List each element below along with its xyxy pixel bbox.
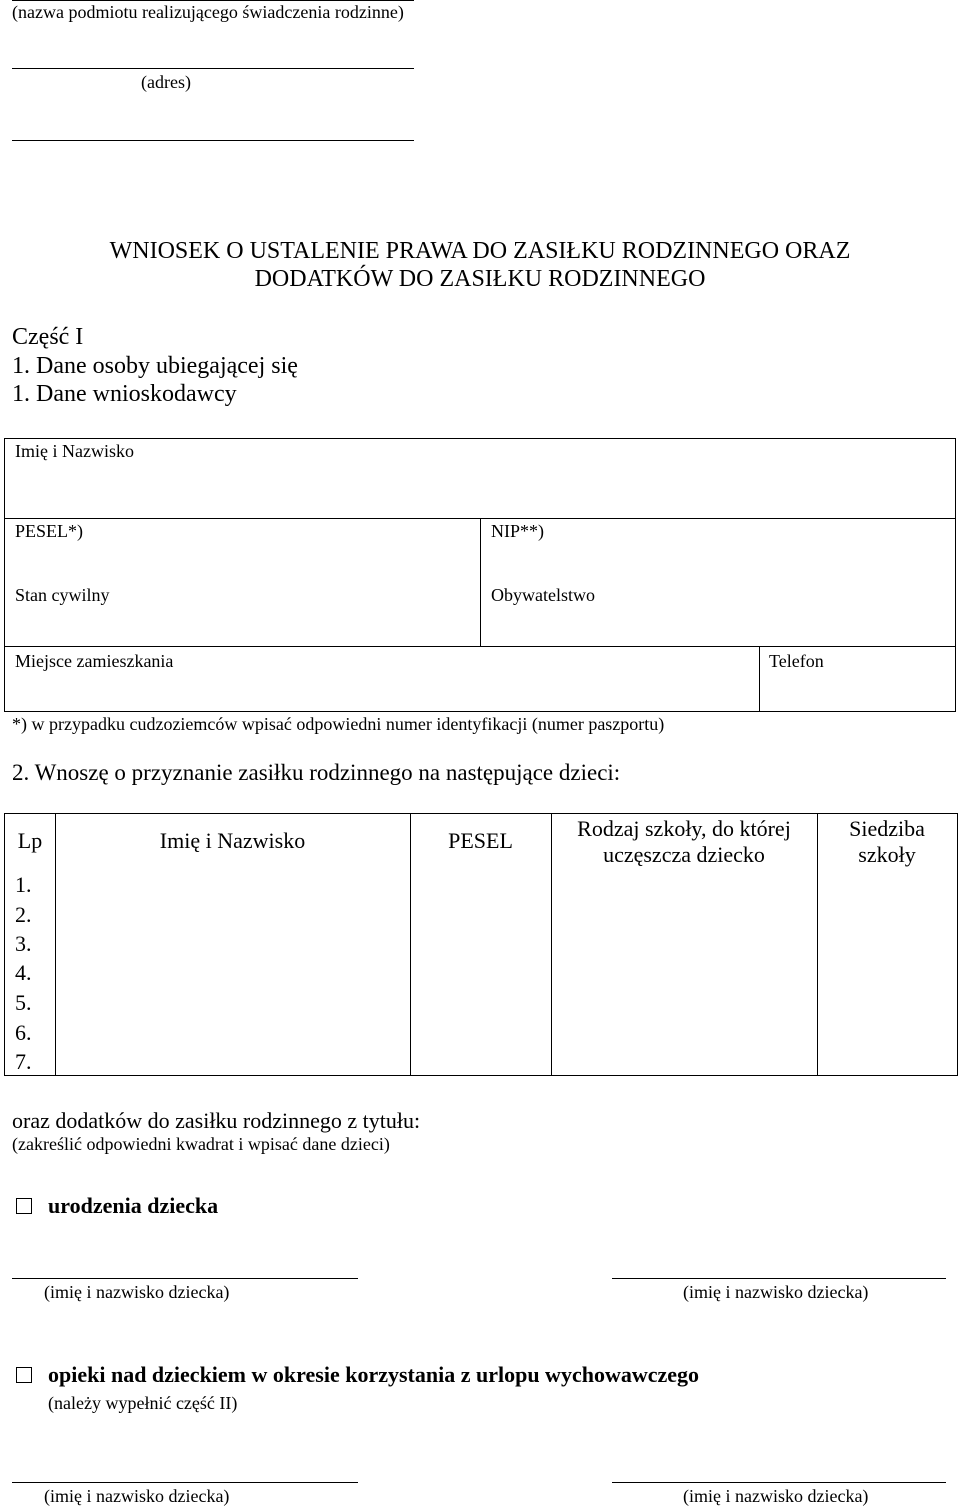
birth-label: urodzenia dziecka <box>48 1193 219 1218</box>
applicant-table <box>4 438 956 712</box>
section-applicant-alt: 1. Dane wnioskodawcy <box>12 381 237 407</box>
leave-child-caption-right: (imię i nazwisko dziecka) <box>683 1486 869 1506</box>
supplements-heading: oraz dodatków do zasiłku rodzinnego z tytułu: <box>12 1108 421 1133</box>
passport-footnote: *) w przypadku cudzoziemców wpisać odpowiedni numer identyfikacji (numer paszportu) <box>12 714 665 734</box>
supplements-instruction: (zakreślić odpowiedni kwadrat i wpisać dane dzieci) <box>12 1134 390 1154</box>
birth-child-line-right[interactable] <box>612 1278 946 1279</box>
leave-checkbox[interactable] <box>16 1367 32 1383</box>
part-label: Część I <box>12 324 84 350</box>
address-line-top <box>12 68 414 69</box>
col-name-header: Imię i Nazwisko <box>159 828 306 853</box>
entity-line <box>12 0 414 1</box>
col-pesel-header: PESEL <box>448 828 513 853</box>
phone-field[interactable]: Telefon <box>769 651 824 671</box>
nip-field[interactable]: NIP**) <box>491 521 544 541</box>
row-number: 5. <box>15 990 32 1015</box>
form-title-line2: DODATKÓW DO ZASIŁKU RODZINNEGO <box>254 266 706 292</box>
birth-child-caption-left: (imię i nazwisko dziecka) <box>44 1282 230 1302</box>
residence-field[interactable]: Miejsce zamieszkania <box>15 651 174 671</box>
address-caption: (adres) <box>141 72 191 92</box>
row-number: 2. <box>15 902 32 927</box>
children-table <box>4 813 958 1076</box>
entity-caption: (nazwa podmiotu realizującego świadczenia rodzinne) <box>12 2 404 22</box>
address-line-bottom <box>12 140 414 141</box>
form-title-line1: WNIOSEK O USTALENIE PRAWA DO ZASIŁKU RODZINNEGO ORAZ <box>109 238 851 264</box>
birth-child-caption-right: (imię i nazwisko dziecka) <box>683 1282 869 1302</box>
leave-child-line-left[interactable] <box>12 1482 358 1483</box>
leave-note: (należy wypełnić część II) <box>48 1393 238 1413</box>
birth-child-line-left[interactable] <box>12 1278 358 1279</box>
col-lp-header: Lp <box>17 828 43 853</box>
section-applicant: 1. Dane osoby ubiegającej się <box>12 353 298 379</box>
birth-checkbox[interactable] <box>16 1198 32 1214</box>
leave-label: opieki nad dzieckiem w okresie korzystania z urlopu wychowawczego <box>48 1362 700 1387</box>
row-number: 7. <box>15 1049 32 1074</box>
row-number: 1. <box>15 872 32 897</box>
col-seat-header: Siedziba szkoły <box>849 816 925 867</box>
name-field[interactable]: Imię i Nazwisko <box>15 441 134 461</box>
citizenship-field[interactable]: Obywatelstwo <box>491 585 595 605</box>
marital-status-field[interactable]: Stan cywilny <box>15 585 110 605</box>
leave-child-line-right[interactable] <box>612 1482 946 1483</box>
row-number: 4. <box>15 960 32 985</box>
row-number: 3. <box>15 931 32 956</box>
leave-child-caption-left: (imię i nazwisko dziecka) <box>44 1486 230 1506</box>
children-heading: 2. Wnoszę o przyznanie zasiłku rodzinnego na następujące dzieci: <box>12 760 621 785</box>
row-number: 6. <box>15 1020 32 1045</box>
col-school-header: Rodzaj szkoły, do której uczęszcza dziecko <box>577 816 791 867</box>
pesel-field[interactable]: PESEL*) <box>15 521 84 541</box>
